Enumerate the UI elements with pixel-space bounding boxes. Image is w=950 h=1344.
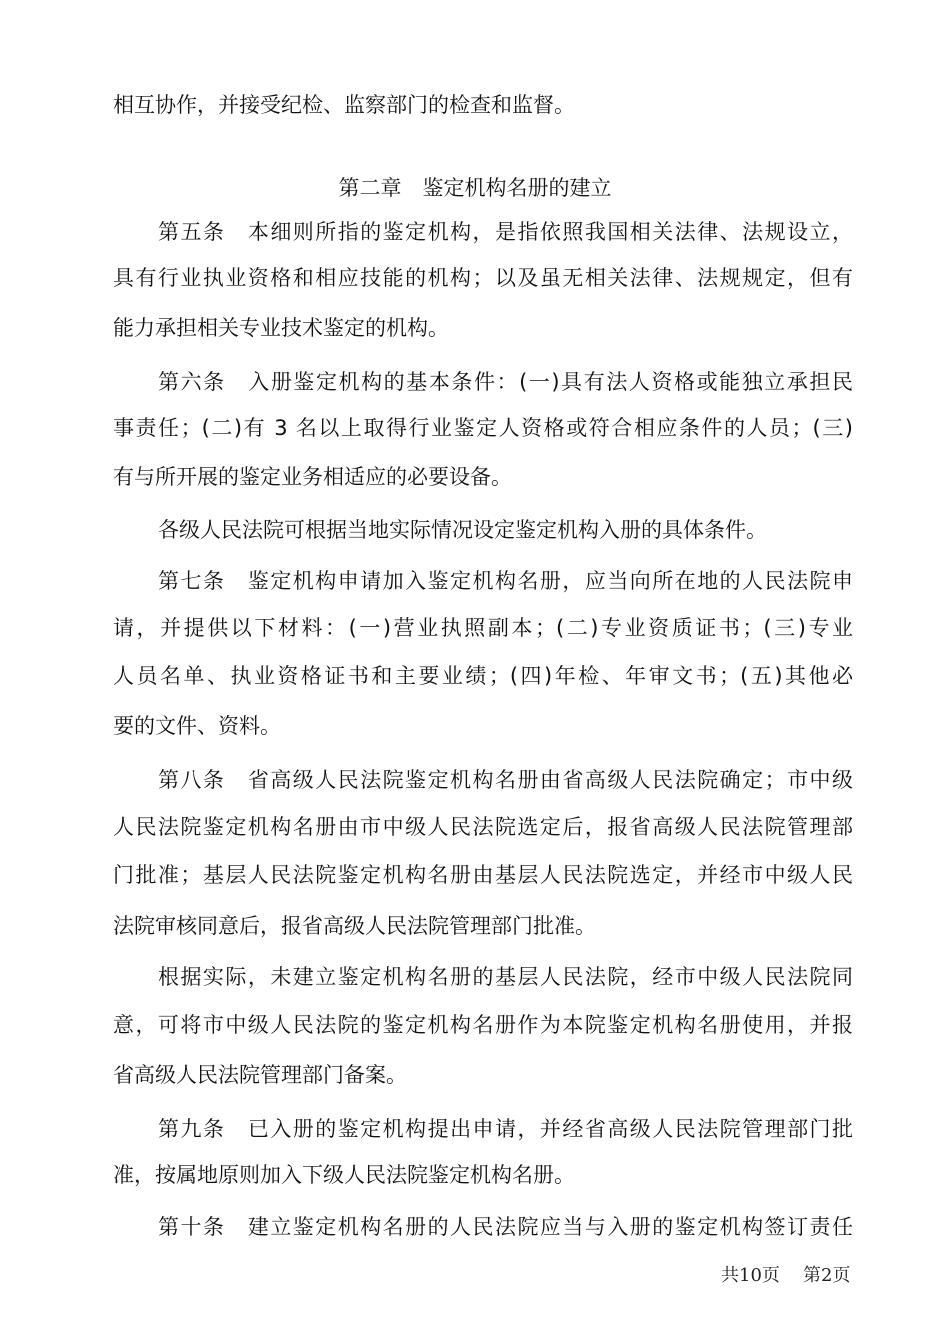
page-number: 第2页 xyxy=(803,1265,851,1286)
text-line: 能力承担相关专业技术鉴定的机构。 xyxy=(113,316,449,340)
text-line: 有与所开展的鉴定业务相适应的必要设备。 xyxy=(113,465,512,489)
text-line: 第八条 省高级人民法院鉴定机构名册由省高级人民法院确定；市中级 xyxy=(158,768,853,792)
text-line: 意，可将市中级人民法院的鉴定机构名册作为本院鉴定机构名册使用，并报 xyxy=(113,1013,853,1037)
text-line: 准，按属地原则加入下级人民法院鉴定机构名册。 xyxy=(113,1163,575,1187)
text-line: 要的文件、资料。 xyxy=(113,714,281,738)
text-line: 第九条 已入册的鉴定机构提出申请，并经省高级人民法院管理部门批 xyxy=(158,1117,853,1141)
text-line: 根据实际，未建立鉴定机构名册的基层人民法院，经市中级人民法院同 xyxy=(158,965,853,989)
text-line: 门批准；基层人民法院鉴定机构名册由基层人民法院选定，并经市中级人民 xyxy=(113,863,853,887)
text-line: 事责任；(二)有 3 名以上取得行业鉴定人资格或符合相应条件的人员；(三) xyxy=(113,416,853,440)
text-line: 具有行业执业资格和相应技能的机构；以及虽无相关法律、法规规定，但有 xyxy=(113,266,853,290)
text-line: 请，并提供以下材料：(一)营业执照副本；(二)专业资质证书；(三)专业 xyxy=(113,616,853,640)
text-line: 第五条 本细则所指的鉴定机构，是指依照我国相关法律、法规设立， xyxy=(158,220,853,244)
text-line: 第七条 鉴定机构申请加入鉴定机构名册，应当向所在地的人民法院申 xyxy=(158,569,853,593)
chapter-heading: 第二章 鉴定机构名册的建立 xyxy=(338,176,612,200)
text-line: 各级人民法院可根据当地实际情况设定鉴定机构入册的具体条件。 xyxy=(158,518,767,542)
text-line: 人员名单、执业资格证书和主要业绩；(四)年检、年审文书；(五)其他必 xyxy=(113,664,853,688)
text-line: 第十条 建立鉴定机构名册的人民法院应当与入册的鉴定机构签订责任 xyxy=(158,1215,853,1239)
text-line: 法院审核同意后，报省高级人民法院管理部门批准。 xyxy=(113,914,596,938)
page-total: 共10页 xyxy=(721,1265,780,1286)
text-line: 相互协作，并接受纪检、监察部门的检查和监督。 xyxy=(113,93,575,117)
text-line: 人民法院鉴定机构名册由市中级人民法院选定后，报省高级人民法院管理部 xyxy=(113,815,853,839)
text-line: 省高级人民法院管理部门备案。 xyxy=(113,1063,407,1087)
text-line: 第六条 入册鉴定机构的基本条件：(一)具有法人资格或能独立承担民 xyxy=(158,370,853,394)
